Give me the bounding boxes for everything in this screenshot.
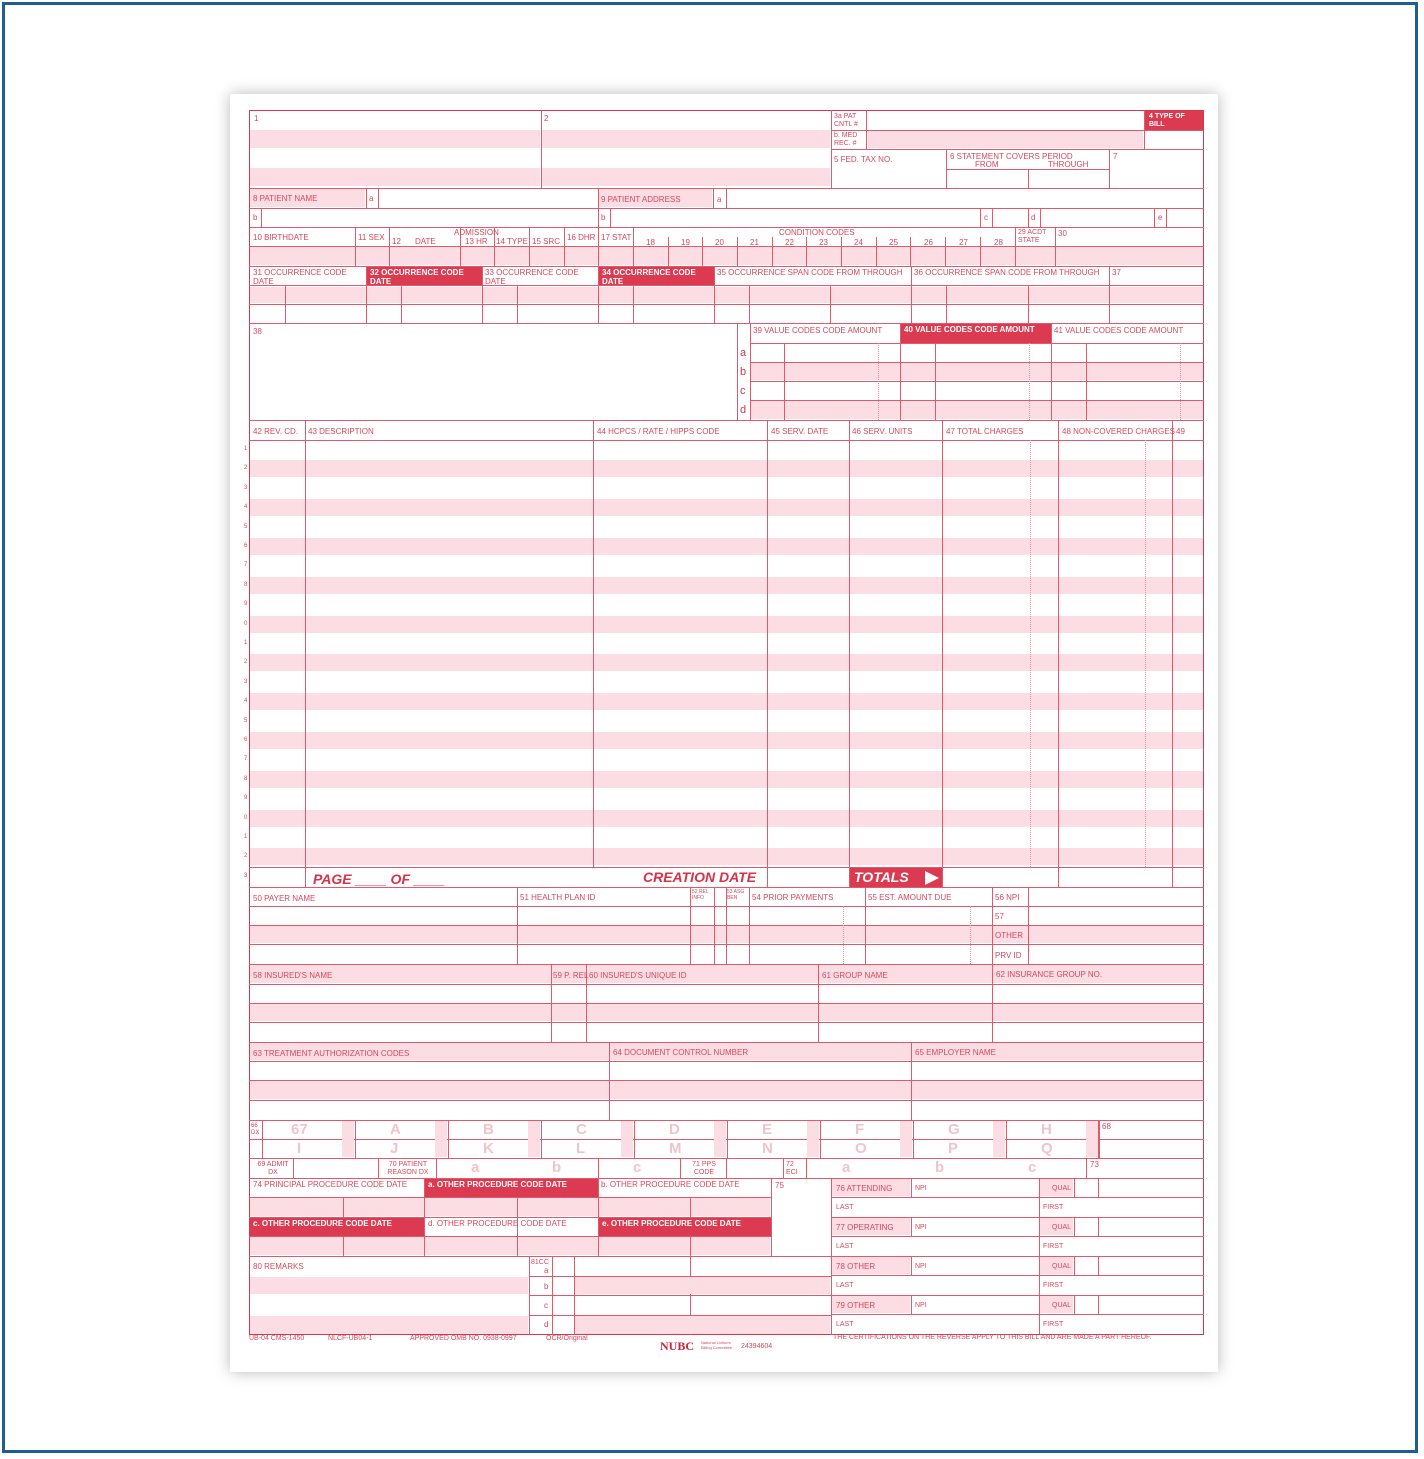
omb-footer: APPROVED OMB NO. 0938-0997 — [410, 1335, 517, 1342]
eci-a: a — [842, 1159, 851, 1176]
physician-qual-label: QUAL — [1052, 1263, 1072, 1270]
line-number: 6 — [244, 543, 248, 549]
fed-tax-label: 5 FED. TAX NO. — [834, 155, 893, 164]
eci-c: c — [1028, 1159, 1037, 1176]
other-label: OTHER — [995, 931, 1023, 940]
line-number: 4 — [244, 698, 248, 705]
rel-info-label: 52 REL INFO — [692, 889, 709, 901]
patient-address-c: c — [984, 213, 988, 222]
line-number: 4 — [244, 504, 248, 511]
med-rec-label: b. MED REC. # — [834, 132, 858, 147]
field-73-label: 73 — [1090, 1160, 1099, 1169]
dx-letter-top: G — [948, 1121, 960, 1138]
line-number: 2 — [244, 853, 248, 860]
birthdate-label: 10 BIRTHDATE — [253, 233, 309, 242]
cc-24: 24 — [854, 238, 863, 247]
physician-label: 79 OTHER — [836, 1301, 876, 1310]
cc-28: 28 — [994, 238, 1003, 247]
line-number: 8 — [244, 775, 248, 782]
dx-letter-bottom: Q — [1041, 1140, 1053, 1157]
field-2-label: 2 — [544, 114, 549, 123]
occurrence-span-35-label: 35 OCCURRENCE SPAN CODE FROM THROUGH — [717, 268, 903, 277]
description-label: 43 DESCRIPTION — [308, 427, 374, 436]
acdt-state-label: 29 ACDT STATE — [1018, 229, 1047, 244]
remarks-cc-a: a — [544, 1266, 549, 1275]
type-of-bill-label: 4 TYPE OF BILL — [1145, 111, 1203, 130]
totals-label — [850, 868, 942, 887]
line-number: 3 — [244, 484, 248, 491]
physician-qual-label: QUAL — [1052, 1302, 1072, 1309]
reason-dx-a: a — [471, 1159, 480, 1176]
cc-18: 18 — [646, 238, 655, 247]
line-number: 9 — [244, 795, 248, 802]
physician-first-label: FIRST — [1043, 1321, 1064, 1328]
value-codes-40-label: 40 VALUE CODES CODE AMOUNT — [901, 324, 1051, 343]
physician-last-label: LAST — [836, 1204, 854, 1211]
statement-from-label: FROM — [975, 160, 999, 169]
physician-last-label: LAST — [836, 1243, 854, 1250]
ub04-footer: UB-04 CMS-1450 — [249, 1335, 305, 1342]
ocr-footer: OCR/Original — [546, 1335, 588, 1342]
field-49-label: 49 — [1176, 427, 1185, 436]
line-number: 2 — [244, 659, 248, 666]
form-number-footer: 24394604 — [741, 1343, 773, 1350]
patient-address-label: 9 PATIENT ADDRESS — [601, 195, 681, 204]
creation-date-label: CREATION DATE — [643, 869, 757, 885]
value-codes-41-label: 41 VALUE CODES CODE AMOUNT — [1054, 326, 1184, 335]
cc-21: 21 — [750, 238, 759, 247]
physician-qual-label: QUAL — [1052, 1224, 1072, 1231]
occurrence-31-label: 31 OCCURRENCE CODE DATE — [253, 268, 347, 286]
insured-unique-id-label: 60 INSURED'S UNIQUE ID — [589, 971, 687, 980]
other-procedure-d-label: d. OTHER PROCEDURE CODE DATE — [428, 1219, 567, 1228]
patient-name-label: 8 PATIENT NAME — [253, 194, 318, 203]
prior-payments-label: 54 PRIOR PAYMENTS — [752, 893, 834, 902]
cc-22: 22 — [785, 238, 794, 247]
cc-25: 25 — [889, 238, 898, 247]
treatment-auth-label: 63 TREATMENT AUTHORIZATION CODES — [253, 1049, 410, 1058]
dx-letter-top: D — [669, 1121, 680, 1138]
dx-letter-top: A — [390, 1121, 401, 1138]
field-37-label: 37 — [1112, 268, 1121, 277]
occurrence-34-label: 34 OCCURRENCE CODE DATE — [599, 267, 714, 285]
patient-address-d: d — [1031, 213, 1036, 222]
est-amount-due-label: 55 EST. AMOUNT DUE — [868, 893, 952, 902]
dx-67-label: 67 — [291, 1121, 308, 1138]
npi-56-label: 56 NPI — [995, 893, 1020, 902]
admission-label: ADMISSION — [454, 228, 499, 237]
patient-reason-dx-label: 70 PATIENT REASON DX — [387, 1161, 429, 1176]
document-control-label: 64 DOCUMENT CONTROL NUMBER — [613, 1048, 749, 1057]
nlcf-footer: NLCF-UB04-1 — [328, 1335, 373, 1342]
line-number: 0 — [244, 814, 248, 821]
remarks-cc-c: c — [544, 1301, 548, 1310]
field-7-label: 7 — [1113, 152, 1118, 161]
occurrence-span-36-label: 36 OCCURRENCE SPAN CODE FROM THROUGH — [914, 268, 1100, 277]
condition-codes-label: CONDITION CODES — [779, 228, 855, 237]
field-68-label: 68 — [1102, 1122, 1111, 1131]
statement-period-label: 6 STATEMENT COVERS PERIOD — [950, 152, 1073, 161]
dx-letter-top: F — [855, 1121, 865, 1138]
dx-letter-top: C — [576, 1121, 587, 1138]
dx-letter-top: B — [483, 1121, 494, 1138]
physician-qual-label: QUAL — [1052, 1185, 1072, 1192]
value-row-c: c — [740, 385, 746, 397]
physician-label: 76 ATTENDING — [836, 1184, 893, 1193]
hcpcs-label: 44 HCPCS / RATE / HIPPS CODE — [597, 427, 720, 436]
non-covered-label: 48 NON-COVERED CHARGES — [1062, 427, 1175, 436]
remarks-label: 80 REMARKS — [253, 1262, 304, 1271]
line-number: 3 — [244, 872, 248, 879]
cc-27: 27 — [959, 238, 968, 247]
cc-19: 19 — [681, 238, 690, 247]
asg-ben-label: 53 ASG BEN — [727, 889, 745, 901]
physician-first-label: FIRST — [1043, 1204, 1064, 1211]
physician-last-label: LAST — [836, 1282, 854, 1289]
principal-procedure-label: 74 PRINCIPAL PROCEDURE CODE DATE — [253, 1180, 408, 1189]
line-number: 3 — [244, 678, 248, 685]
line-number: 0 — [244, 620, 248, 627]
field-75-label: 75 — [775, 1181, 784, 1190]
admit-dx-label: 69 ADMIT DX — [257, 1161, 289, 1176]
prv-id-label: PRV ID — [995, 951, 1022, 960]
line-number: 1 — [244, 640, 248, 646]
stat-label: 17 STAT — [601, 233, 632, 242]
insurance-group-no-label: 62 INSURANCE GROUP NO. — [996, 970, 1103, 979]
remarks-cc-b: b — [544, 1282, 549, 1291]
sex-label: 11 SEX — [358, 233, 385, 242]
other-procedure-e-label: e. OTHER PROCEDURE CODE DATE — [599, 1218, 771, 1236]
physician-label: 78 OTHER — [836, 1262, 876, 1271]
dx-letter-bottom: P — [948, 1140, 959, 1157]
reason-dx-c: c — [633, 1159, 642, 1176]
physician-npi-label: NPI — [915, 1263, 927, 1270]
cc-20: 20 — [715, 238, 724, 247]
admission-date-label: DATE — [415, 237, 436, 246]
field-81cc-label: 81CC — [531, 1259, 549, 1266]
field-38-label: 38 — [253, 327, 262, 336]
patient-address-a: a — [717, 195, 722, 204]
line-number: 1 — [244, 446, 248, 452]
line-number: 9 — [244, 601, 248, 608]
dx-letter-top: E — [762, 1121, 773, 1138]
occurrence-32-label: 32 OCCURRENCE CODE DATE — [367, 267, 482, 285]
serv-date-label: 45 SERV. DATE — [771, 427, 829, 436]
admission-type-label: 14 TYPE — [496, 237, 528, 246]
other-procedure-c-label: c. OTHER PROCEDURE CODE DATE — [250, 1218, 424, 1236]
physician-npi-label: NPI — [915, 1224, 927, 1231]
certification-footer: THE CERTIFICATIONS ON THE REVERSE APPLY TO THIS BILL AND ARE MADE A PART HEREOF. — [833, 1334, 1152, 1341]
group-name-label: 61 GROUP NAME — [822, 971, 888, 980]
field-30-label: 30 — [1058, 229, 1067, 238]
line-number: 5 — [244, 523, 248, 530]
physician-first-label: FIRST — [1043, 1243, 1064, 1250]
nubc-logo: NUBC — [660, 1339, 695, 1353]
line-number: 8 — [244, 581, 248, 588]
dx-letter-bottom: J — [390, 1140, 399, 1157]
pat-cntl-label: 3a PAT CNTL # — [834, 113, 858, 128]
occurrence-33-label: 33 OCCURRENCE CODE DATE — [485, 268, 579, 286]
page-of-label: PAGE ____ OF ____ — [313, 871, 446, 887]
physician-first-label: FIRST — [1043, 1282, 1064, 1289]
admission-hour-label: 13 HR — [465, 237, 488, 246]
totals-text: TOTALS — [854, 869, 909, 885]
insured-name-label: 58 INSURED'S NAME — [253, 971, 333, 980]
dx-letter-bottom: O — [855, 1140, 867, 1157]
dx-letter-bottom: I — [297, 1140, 302, 1157]
other-procedure-a-label: a. OTHER PROCEDURE CODE DATE — [425, 1179, 598, 1197]
patient-address-b: b — [601, 213, 606, 222]
physician-last-label: LAST — [836, 1321, 854, 1328]
value-codes-39-label: 39 VALUE CODES CODE AMOUNT — [753, 326, 883, 335]
value-row-b: b — [740, 366, 747, 378]
dx-66-label: 66 DX — [251, 1123, 260, 1136]
field-12-label: 12 — [392, 237, 401, 246]
physician-label: 77 OPERATING — [836, 1223, 894, 1232]
dx-letter-top: H — [1041, 1121, 1052, 1138]
line-number: 7 — [244, 756, 248, 763]
total-charges-label: 47 TOTAL CHARGES — [946, 427, 1024, 436]
physician-npi-label: NPI — [915, 1302, 927, 1309]
line-number: 1 — [244, 834, 248, 840]
physician-npi-label: NPI — [915, 1185, 927, 1192]
dx-letter-bottom: K — [483, 1140, 494, 1157]
payer-name-label: 50 PAYER NAME — [253, 894, 316, 903]
line-number: 7 — [244, 562, 248, 569]
dx-letter-bottom: N — [762, 1140, 773, 1157]
field-57-label: 57 — [995, 912, 1004, 921]
reason-dx-b: b — [552, 1159, 562, 1176]
dx-letter-bottom: M — [669, 1140, 682, 1157]
rev-cd-label: 42 REV. CD. — [253, 427, 299, 436]
remarks-cc-d: d — [544, 1320, 549, 1329]
statement-through-label: THROUGH — [1048, 160, 1089, 169]
dhr-label: 16 DHR — [567, 233, 596, 242]
cc-23: 23 — [819, 238, 828, 247]
admission-src-label: 15 SRC — [532, 237, 561, 246]
line-number: 6 — [244, 737, 248, 743]
pps-code-label: 71 PPS CODE — [692, 1161, 716, 1176]
patient-name-b: b — [253, 213, 258, 222]
eci-b: b — [935, 1159, 945, 1176]
cc-26: 26 — [924, 238, 933, 247]
health-plan-id-label: 51 HEALTH PLAN ID — [520, 893, 596, 902]
nubc-committee: National Uniform Billing Committee — [701, 1340, 733, 1350]
employer-name-label: 65 EMPLOYER NAME — [915, 1048, 996, 1057]
other-procedure-b-label: b. OTHER PROCEDURE CODE DATE — [601, 1180, 740, 1189]
eci-label: 72 ECI — [786, 1161, 798, 1176]
patient-address-e: e — [1158, 213, 1163, 222]
value-row-d: d — [740, 404, 747, 416]
p-rel-label: 59 P. REL — [553, 971, 589, 980]
patient-name-a: a — [369, 194, 374, 203]
line-number: 2 — [244, 465, 248, 472]
value-row-a: a — [740, 347, 747, 359]
field-1-label: 1 — [254, 114, 259, 123]
serv-units-label: 46 SERV. UNITS — [852, 427, 913, 436]
arrow-right-icon — [925, 871, 939, 885]
dx-letter-bottom: L — [576, 1140, 586, 1157]
line-number: 5 — [244, 717, 248, 724]
